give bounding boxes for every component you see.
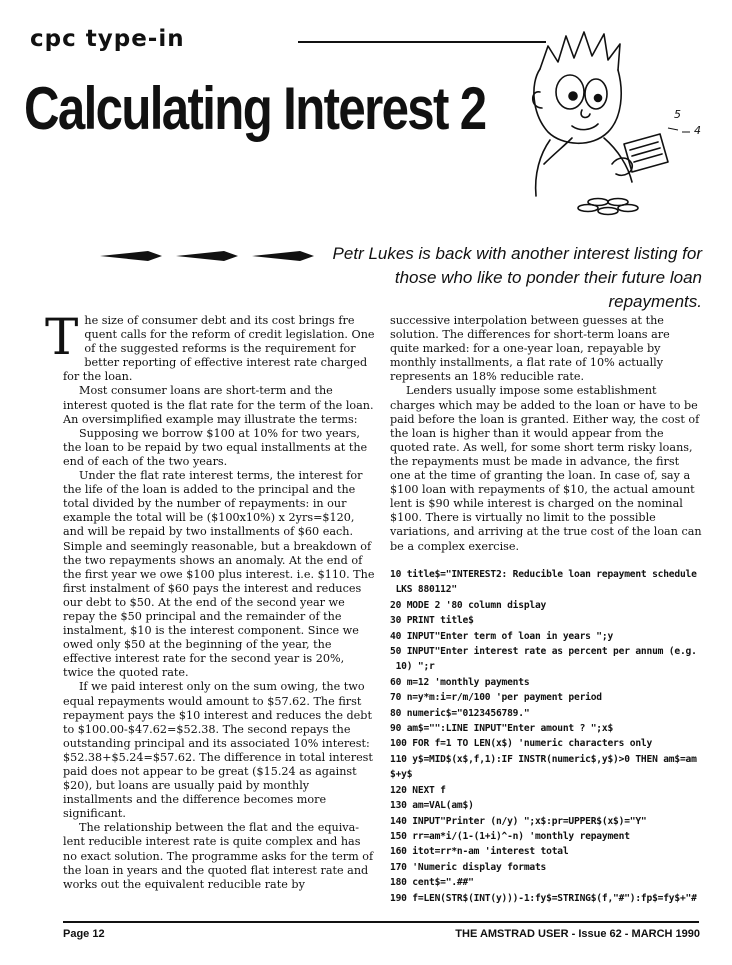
cartoon-scribble-4: 4: [694, 124, 701, 137]
listing-line: 50 INPUT"Enter interest rate as percent per annum (e.g.: [390, 646, 697, 658]
article-title: Calculating Interest 2: [24, 75, 486, 142]
basic-listing: [390, 567, 710, 906]
paragraph: Supposing we borrow $100 at 10% for two years, the loan to be repaid by two equal installments at the end of each of the two years.: [63, 426, 368, 468]
paragraph: Lenders usually impose some establishment charges which may be added to the loan or have to be paid before the loan is granted. Either way, the cost of the loan is higher than it would appear from the quoted rate. As well, for some short term risky loans, the repayments must be made in advance, the first one at the time of granting the loan. In case of, say a $100 loan with repayments of $10, the actual amount lent is $90 while interest is charged on the nominal $100. There is virtually no limit to the possible variations, and arriving at the true cost of the loan can be a complex exercise.: [390, 384, 702, 553]
standfirst: Petr Lukes is back with another interest listing for those who like to ponder their future loan repayments.: [332, 244, 702, 311]
listing-line: LKS 880112": [390, 584, 457, 596]
listing-line: 100 FOR f=1 TO LEN(x$) 'numeric characters only: [390, 738, 653, 750]
listing-line: 160 itot=rr*n-am 'interest total: [390, 846, 569, 858]
listing-line: 110 y$=MID$(x$,f,1):IF INSTR(numeric$,y$)>0 THEN am$=am: [390, 753, 697, 765]
footer-rule: [63, 921, 699, 923]
article-column-left: [45, 308, 376, 892]
cartoon-illustration: [500, 14, 710, 224]
listing-line: 80 numeric$="0123456789.": [390, 707, 530, 719]
arrow-decoration: [100, 246, 325, 266]
paragraph: Under the flat rate interest terms, the interest for the life of the loan is added to the principal and the total divided by the number of repayments: in our example the total will be ($100x10%) x 2yrs=$120, and will be repaid by two installments of $60 each. Simple and seemingly reasonable, but a breakdown of the two repayments shows an anomaly. At the end of the first year we owe $100 plus interest. i.e. $110. The first instalment of $60 pays the interest and reduces our debt to $50. At the end of the second year we repay the $50 principal and the remainder of the instalment, $10 is the interest component. Since we owed only $50 at the beginning of the year, the effective interest rate for the second year is 20%, twice the quoted rate.: [63, 469, 375, 680]
listing-line: 70 n=y*m:i=r/m/100 'per payment period: [390, 692, 602, 704]
paragraph: The relationship between the flat and the equiva- lent reducible interest rate is quite complex and has no exact solution. The programme asks for the term of the loan in years and the quoted flat interest rate and works out the equivalent reducible rate by: [63, 821, 374, 891]
listing-line: 140 INPUT"Printer (n/y) ";x$:pr=UPPER$(x$)="Y": [390, 815, 647, 827]
listing-line: 60 m=12 'monthly payments: [390, 676, 530, 688]
paragraph: successive interpolation between guesses at the solution. The differences for short-term loans are quite marked: for a one-year loan, repayable by monthly installments, a flat rate of 10% actually represents an 18% reducible rate.: [390, 314, 670, 384]
page-number: Page 12: [63, 928, 105, 940]
listing-line: 10 title$="INTEREST2: Reducible loan repayment schedule: [390, 569, 697, 580]
paragraph: The size of consumer debt and its cost brings fre quent calls for the reform of credit legislation. One of the suggested reforms is the requirement for better reporting of effective interest rate charged for the loan.: [45, 308, 375, 384]
listing-line: 170 'Numeric display formats: [390, 861, 547, 873]
paragraph: Most consumer loans are short-term and the interest quoted is the flat rate for the term of the loan. An oversimplified example may illustrate the terms:: [63, 384, 374, 426]
drop-cap: T: [45, 308, 79, 366]
listing-line: 130 am=VAL(am$): [390, 800, 474, 812]
listing-line: 20 MODE 2 '80 column display: [390, 599, 547, 611]
cartoon-scribble-5: 5: [674, 108, 681, 121]
listing-line: 190 f=LEN(STR$(INT(y)))-1:fy$=STRING$(f,"#"):fp$=fy$+"#: [390, 892, 697, 904]
paragraph: If we paid interest only on the sum owing, the two equal repayments would amount to $57.62. The first repayment pays the $10 interest and reduces the debt to $100.00-$47.62=$52.38. The second repays the outstanding principal and its associated 10% interest: $52.38+$5.24=$57.62. The difference in total interest paid does not appear to be great ($15.24 as against $20), but loans are usually paid by monthly installments and the difference becomes more significant.: [63, 680, 373, 821]
listing-line: 40 INPUT"Enter term of loan in years ";y: [390, 630, 614, 642]
listing-line: 30 PRINT title$: [390, 615, 474, 627]
listing-line: 10) ";r: [390, 661, 435, 673]
issue-info: THE AMSTRAD USER - Issue 62 - MARCH 1990: [455, 928, 700, 940]
listing-line: 90 am$="":LINE INPUT"Enter amount ? ";x$: [390, 723, 614, 735]
series-label: cpc type-in: [30, 26, 185, 52]
listing-line: 120 NEXT f: [390, 784, 446, 796]
listing-line: 180 cent$=".##": [390, 877, 474, 889]
listing-line: 150 rr=am*i/(1-(1+i)^-n) 'monthly repayment: [390, 830, 630, 842]
listing-line: $+y$: [390, 769, 413, 781]
article-column-right: [390, 314, 702, 554]
